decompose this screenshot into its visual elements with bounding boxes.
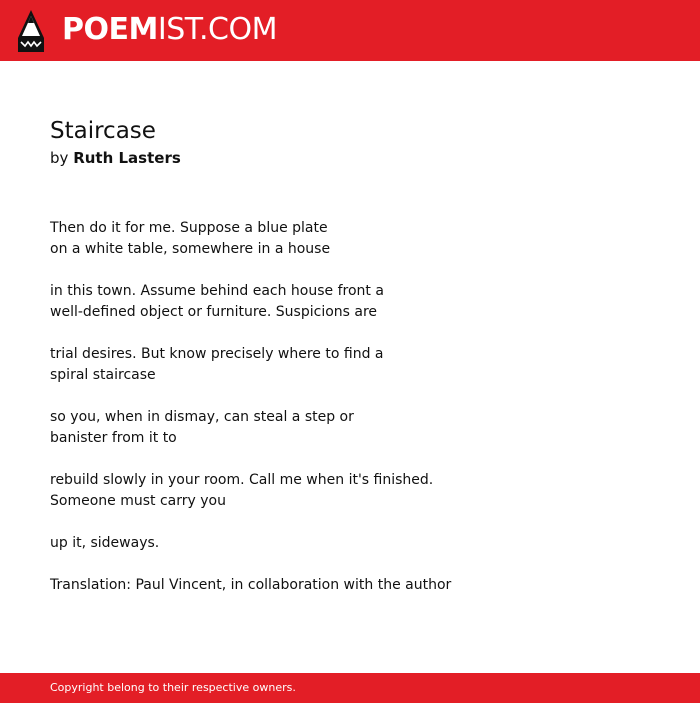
poem-line: so you, when in dismay, can steal a step or: [50, 409, 354, 425]
poem-line: up it, sideways.: [50, 535, 160, 551]
translation-credit: [50, 575, 650, 596]
site-logo-text[interactable]: [62, 12, 277, 48]
brand-light: IST.COM: [157, 12, 277, 47]
poem-author: Ruth Lasters: [73, 149, 181, 167]
brand-bold: POEM: [62, 12, 158, 47]
stanza: [50, 344, 650, 386]
poem-line: banister from it to: [50, 430, 177, 446]
poem-line: Someone must carry you: [50, 493, 226, 509]
stanza: [50, 533, 650, 554]
poem-byline: [50, 147, 650, 169]
site-header: [0, 0, 700, 61]
site-footer: [0, 673, 700, 703]
poem-line: trial desires. But know precisely where to find a: [50, 346, 384, 362]
poem-content: [50, 116, 650, 617]
poem-line: in this town. Assume behind each house front a: [50, 283, 384, 299]
poem-line: on a white table, somewhere in a house: [50, 241, 331, 257]
poem-body: [50, 218, 650, 596]
copyright-text: Copyright belong to their respective owners.: [50, 681, 296, 694]
stanza: [50, 470, 650, 512]
stanza: [50, 407, 650, 449]
stanza: [50, 218, 650, 260]
translation-line: Translation: Paul Vincent, in collaboration with the author: [50, 577, 452, 593]
poem-line: well-defined object or furniture. Suspicions are: [50, 304, 378, 320]
poem-line: Then do it for me. Suppose a blue plate: [50, 220, 328, 236]
poem-line: spiral staircase: [50, 367, 156, 383]
poem-title: Staircase: [50, 118, 156, 144]
by-label: by: [50, 149, 69, 167]
poem-line: rebuild slowly in your room. Call me when it's finished.: [50, 472, 434, 488]
pencil-icon[interactable]: [18, 10, 44, 52]
stanza: [50, 281, 650, 323]
